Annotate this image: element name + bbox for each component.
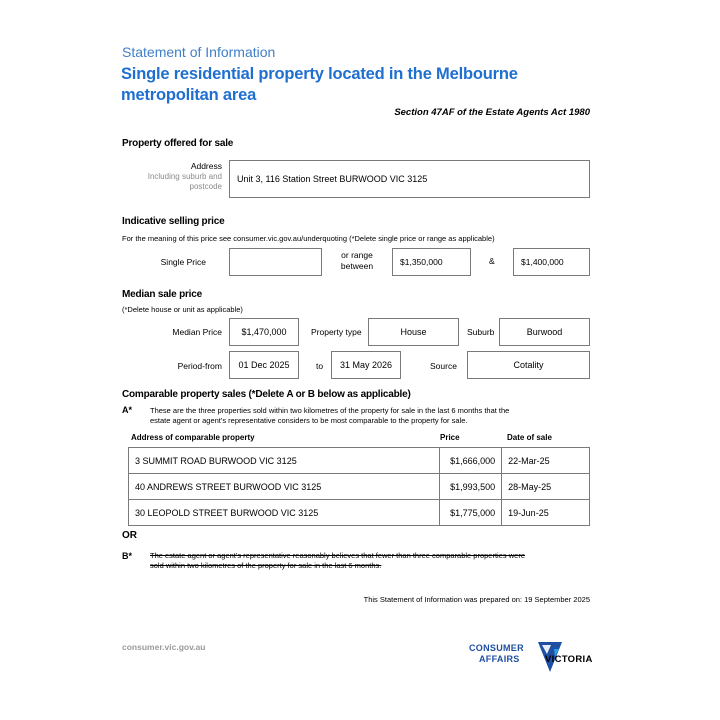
single-price-field[interactable] (229, 248, 322, 276)
median-heading: Median sale price (122, 289, 202, 300)
single-price-label: Single Price (160, 257, 206, 267)
section-reference: Section 47AF of the Estate Agents Act 1980 (394, 107, 590, 118)
range-ampersand: & (489, 256, 495, 266)
option-b-text-1: The estate agent or agent's representative reasonably believes that fewer than three comparable properties were (150, 551, 525, 560)
range-high-field[interactable]: $1,400,000 (513, 248, 590, 276)
property-type-label: Property type (311, 327, 362, 337)
table-row (129, 500, 590, 526)
comparable-price: $1,775,000 (440, 500, 502, 526)
comparable-price: $1,993,500 (440, 474, 502, 500)
indicative-heading: Indicative selling price (122, 216, 225, 227)
page-title-line-1: Single residential property located in the Melbourne (121, 65, 518, 83)
col-address-header: Address of comparable property (131, 433, 255, 442)
prepared-date: This Statement of Information was prepared on: 19 September 2025 (363, 595, 590, 604)
option-a-text-2: estate agent or agent's representative considers to be most comparable to the property for sale. (150, 416, 468, 425)
address-field[interactable]: Unit 3, 116 Station Street BURWOOD VIC 3125 (229, 160, 590, 198)
source-field[interactable]: Cotality (467, 351, 590, 379)
page-title-line-2: metropolitan area (121, 86, 257, 104)
period-to-field[interactable]: 31 May 2026 (331, 351, 401, 379)
option-b-text-2: sold within two kilometres of the property for sale in the last 6 months. (150, 561, 382, 570)
address-sublabel-2: postcode (189, 182, 222, 191)
or-range-label-1: or range (341, 250, 373, 260)
suburb-label: Suburb (467, 327, 495, 337)
col-price-header: Price (440, 433, 460, 442)
comparable-date: 22-Mar-25 (502, 448, 590, 474)
logo-line-consumer: CONSUMER (469, 643, 524, 653)
option-a-text-1: These are the three properties sold within two kilometres of the property for sale in the last 6 months that the (150, 406, 510, 415)
col-date-header: Date of sale (507, 433, 552, 442)
consumer-affairs-logo (467, 638, 595, 676)
period-to-label: to (316, 361, 324, 371)
address-sublabel-1: Including suburb and (147, 172, 222, 181)
table-row (129, 474, 590, 500)
comparable-date: 28-May-25 (502, 474, 590, 500)
table-row (129, 448, 590, 474)
comparable-address: 3 SUMMIT ROAD BURWOOD VIC 3125 (129, 448, 440, 474)
period-from-label: Period-from (177, 361, 222, 371)
property-type-field[interactable]: House (368, 318, 459, 346)
median-note: (*Delete house or unit as applicable) (122, 305, 243, 314)
median-price-field[interactable]: $1,470,000 (229, 318, 299, 346)
median-price-label: Median Price (172, 327, 222, 337)
comparable-price: $1,666,000 (440, 448, 502, 474)
comparable-date: 19-Jun-25 (502, 500, 590, 526)
range-low-field[interactable]: $1,350,000 (392, 248, 471, 276)
period-from-field[interactable]: 01 Dec 2025 (229, 351, 299, 379)
option-a-marker: A* (122, 405, 133, 415)
address-label: Address (190, 161, 222, 171)
property-heading: Property offered for sale (122, 138, 234, 149)
footer-website[interactable]: consumer.vic.gov.au (122, 642, 206, 652)
logo-line-victoria: VICTORIA (545, 654, 593, 665)
indicative-note: For the meaning of this price see consumer.vic.gov.au/underquoting (*Delete single price or range as applicable) (122, 234, 495, 243)
comparable-address: 30 LEOPOLD STREET BURWOOD VIC 3125 (129, 500, 440, 526)
comparable-table (128, 447, 590, 526)
suburb-field[interactable]: Burwood (499, 318, 590, 346)
statement-label: Statement of Information (122, 44, 276, 60)
source-label: Source (430, 361, 457, 371)
comparable-heading: Comparable property sales (*Delete A or B below as applicable) (122, 389, 411, 400)
option-b-marker: B* (122, 551, 133, 561)
or-separator: OR (122, 530, 137, 541)
logo-line-affairs: AFFAIRS (479, 654, 520, 664)
or-range-label-2: between (340, 261, 374, 271)
comparable-address: 40 ANDREWS STREET BURWOOD VIC 3125 (129, 474, 440, 500)
